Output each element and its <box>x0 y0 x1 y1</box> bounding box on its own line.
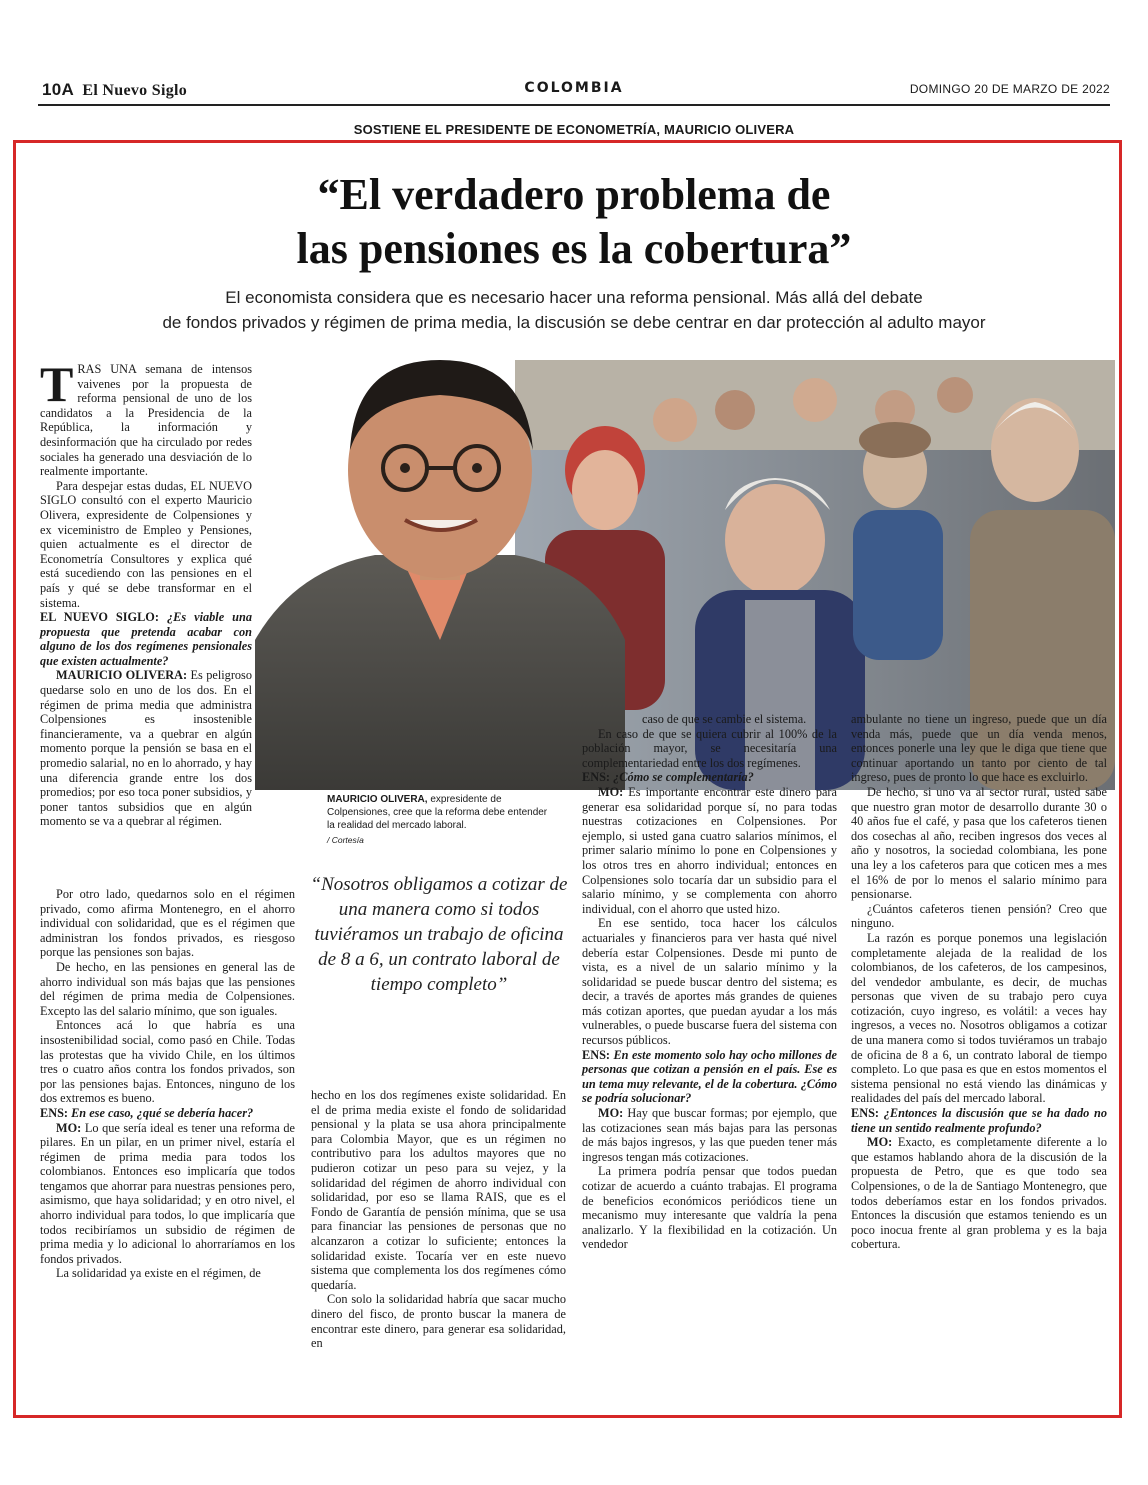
dek-line-1: El economista considera que es necesario hacer una reforma pensional. Más allá del debate <box>225 288 923 307</box>
answer: MO: Es importante encontrar este dinero para generar esa solidaridad porque sí, no para todas nuestras cotizaciones en Colpensiones. Por ejemplo, si usted gana cuatro salarios mínimos, el primer salario mínimo lo pone en Colpensiones y los otros tres en ahorro individual; entonces en Colpensiones solo tocaría dar un subsidio para el salario mínimo, y se complementa con ahorro individual, con el ahorro que usted hizo. <box>582 784 837 916</box>
paragraph: Entonces acá lo que habría es una insostenibilidad social, como pasó en Chile. Todas las protestas que ha vivido Chile, en los últimos tres o cuatro años contra los fondos privados, son por las pensiones bajas. Entonces, ninguno de los dos extremos es bueno. <box>40 1018 295 1106</box>
drop-cap: T <box>40 356 74 412</box>
column-2 <box>311 1088 566 1351</box>
column-1-lower <box>40 887 295 1281</box>
paragraph: En caso de que se quiera cubrir al 100% de la población mayor, se necesitaría una complementariedad entre los dos regímenes. <box>582 726 837 770</box>
column-3 <box>582 712 837 1252</box>
issue-date: DOMINGO 20 DE MARZO DE 2022 <box>909 82 1110 96</box>
paragraph: En ese sentido, toca hacer los cálculos actuariales y financieros para ver hasta qué nivel debería estar Colpensiones. Desde mi punto de vista, es a nivel de un salario mínimo y la solidaridad se puede buscar dentro del sistema; es decir, a través de aportes más grandes de quienes más cotizan aportes, que puedan ayudar a los más vulnerables, o puede buscarse fuera del sistema con recursos públicos. <box>582 916 837 1048</box>
headline-line-2: las pensiones es la cobertura” <box>296 224 852 273</box>
answer: MAURICIO OLIVERA: Es peligroso quedarse solo en uno de los dos. En el régimen de prima media que administra Colpensiones es insostenible financieramente, va a quebrar en algún momento porque la pensión se basa en el promedio salarial, no en lo ahorrado, y hay una diferencia grande entre los dos promedios; por eso toca poner subsidios, y poner tantos subsidios que en algún momento se va a quebrar al régimen. <box>40 668 252 829</box>
paragraph: Con solo la solidaridad habría que sacar mucho dinero del fisco, de pronto buscar la manera de encontrar este dinero, para generar esa solidaridad, en <box>311 1292 566 1351</box>
paragraph: Por otro lado, quedarnos solo en el régimen privado, como afirma Montenegro, en el ahorro individual con solidaridad, que es el régimen que administran los fondos privados, es riesgoso porque las pensiones son bajas. <box>40 887 295 960</box>
answer: MO: Lo que sería ideal es tener una reforma de pilares. En un pilar, en un primer nivel, estaría el régimen de prima media para todos los colombianos. Entonces eso implicaría que todos tengamos que ahorrar para nuestras pensiones pero, asimismo, que haya solidaridad; y en otro nivel, el ahorro individual para todos, lo que implicaría que todos recibiríamos un subsidio de régimen de prima media y lo adicional lo ahorraríamos en los fondos privados. <box>40 1120 295 1266</box>
paper-name: El Nuevo Siglo <box>82 82 188 99</box>
question: ENS: ¿Entonces la discusión que se ha dado no tiene un sentido realmente profundo? <box>851 1106 1107 1135</box>
answer: MO: Hay que buscar formas; por ejemplo, que las cotizaciones sean más bajas para las personas de más bajos ingresos, y las que pueden tener más ingresos tengan más cotizaciones. <box>582 1106 837 1164</box>
paragraph: ambulante no tiene un ingreso, puede que un día venda más, puede que un día venda menos, entonces ponerle una ley que le diga que tiene que continuar aportando un tanto por ciento de tal ingreso, pues de pronto lo que hace es excluirlo. <box>851 712 1107 785</box>
column-4 <box>851 712 1107 1252</box>
answer: MO: Exacto, es completamente diferente a lo que estamos hablando ahora de la discusión de la propuesta de Petro, que es que todo sea Colpensiones, o de la de Santiago Montenegro, que todos deberíamos estar en los fondos privados. Entonces la discusión que estamos teniendo es un poco inocua frente al gran problema y es la baja cobertura. <box>851 1135 1107 1252</box>
photo-caption: MAURICIO OLIVERA, expresidente de Colpensiones, cree que la reforma debe entender la realidad del mercado laboral. / Cortesía <box>327 793 557 847</box>
dek-line-2: de fondos privados y régimen de prima media, la discusión se debe centrar en dar protección al adulto mayor <box>162 313 986 332</box>
section-name: COLOMBIA <box>524 80 624 96</box>
paragraph: La razón es porque ponemos una legislación completamente alejada de la realidad de los colombianos, de los cafeteros, de los campesinos, del vendedor ambulante, es decir, de muchas personas que viven de su trabajo pero cuya cotización, cuyo ingreso, es volátil: a veces hay ingresos, a veces no. Nosotros obligamos a cotizar de una manera como si todos tuviéramos un trabajo de oficina de 8 a 6, un contrato laboral de tiempo completo. Lo que pasa es que en estos momentos el sistema pensional no está viendo las dinámicas y realidades del país del mercado laboral. <box>851 930 1107 1106</box>
paragraph: De hecho, si uno va al sector rural, usted sabe que nuestro gran motor de desarrollo durante 30 o 40 años fue el café, y pasa que los cafeteros tienen dos cosechas al año, reciben ingresos dos veces al año y nosotros, la sociedad colombiana, les pone una ley a los cafeteros para que coticen mes a mes el 16% de por lo menos el salario mínimo para pensionarse. <box>851 784 1107 902</box>
photo-credit: / Cortesía <box>327 835 364 845</box>
headline <box>0 168 1148 276</box>
question: ENS: En este momento solo hay ocho millones de personas que cotizan a pensión en el país. Ese es un tema muy relevante, el de la cobertura. ¿Cómo se podría solucionar? <box>582 1047 837 1106</box>
headline-line-1: “El verdadero problema de <box>317 170 831 219</box>
paragraph: caso de que se cambie el sistema. <box>642 712 807 726</box>
page-number: 10A <box>42 80 75 99</box>
paragraph: ¿Cuántos cafeteros tienen pensión? Creo que ninguno. <box>851 901 1107 931</box>
paragraph: De hecho, en las pensiones en general las de ahorro individual son más bajas que las pensiones del régimen de prima media de Colpensiones. Excepto las del salario mínimo, que son iguales. <box>40 959 295 1018</box>
article-kicker: SOSTIENE EL PRESIDENTE DE ECONOMETRÍA, MAURICIO OLIVERA <box>353 122 795 137</box>
pull-quote: “Nosotros obligamos a cotizar de una manera como si todos tuviéramos un trabajo de oficina de 8 a 6, un contrato laboral de tiempo completo” <box>310 874 568 995</box>
dek <box>80 285 1068 335</box>
question: ENS: En ese caso, ¿qué se debería hacer? <box>40 1105 254 1120</box>
column-1-upper <box>40 356 253 829</box>
masthead-rule <box>38 104 1110 106</box>
paragraph: hecho en los dos regímenes existe solidaridad. En el de prima media existe el fondo de solidaridad pensional y la plata se usa ahora principalmente para Colombia Mayor, que es un régimen no contributivo para los adultos mayores que no pudieron cotizar un peso para su vejez, y la solidaridad del régimen de ahorro individual con solidaridad, por eso se llama RAIS, que es el Fondo de Garantía de pensión mínima, que se usa para financiar las pensiones de personas que no alcanzaron a cotizar lo suficiente; entonces la solidaridad existe. Tocaría ver en este nuevo sistema que complementa los dos regímenes cómo quedaría. <box>311 1088 566 1292</box>
question: ENS: ¿Cómo se complementaría? <box>582 770 754 785</box>
question: EL NUEVO SIGLO: ¿Es viable una propuesta que pretenda acabar con alguno de los dos regímenes pensionales que existen actualmente? <box>40 610 253 668</box>
paragraph: Para despejar estas dudas, EL NUEVO SIGLO consultó con el experto Mauricio Olivera, expresidente de Colpensiones y ex viceministro de Empleo y Pensiones, quien actualmente es el director de Econometría Consultores y explica qué está sucediendo con las pensiones en el país y qué se debe transformar en el sistema. <box>40 478 252 610</box>
lead-paragraph: TRAS UNA semana de intensos vaivenes por la propuesta de reforma pensional de uno de los candidatos a la Presidencia de la República, la información y desinformación que ha circulado por redes sociales ha generado una desviación de lo realmente importante. <box>40 356 252 479</box>
paragraph: La primera podría pensar que todos puedan cotizar de acuerdo a cuánto trabajas. El programa de beneficios económicos periódicos tiene un mecanismo muy interesante que valdría la pena analizarlo. Y la flexibilidad en la cotización. Un vendedor <box>582 1164 837 1252</box>
paragraph: La solidaridad ya existe en el régimen, de <box>56 1266 261 1281</box>
